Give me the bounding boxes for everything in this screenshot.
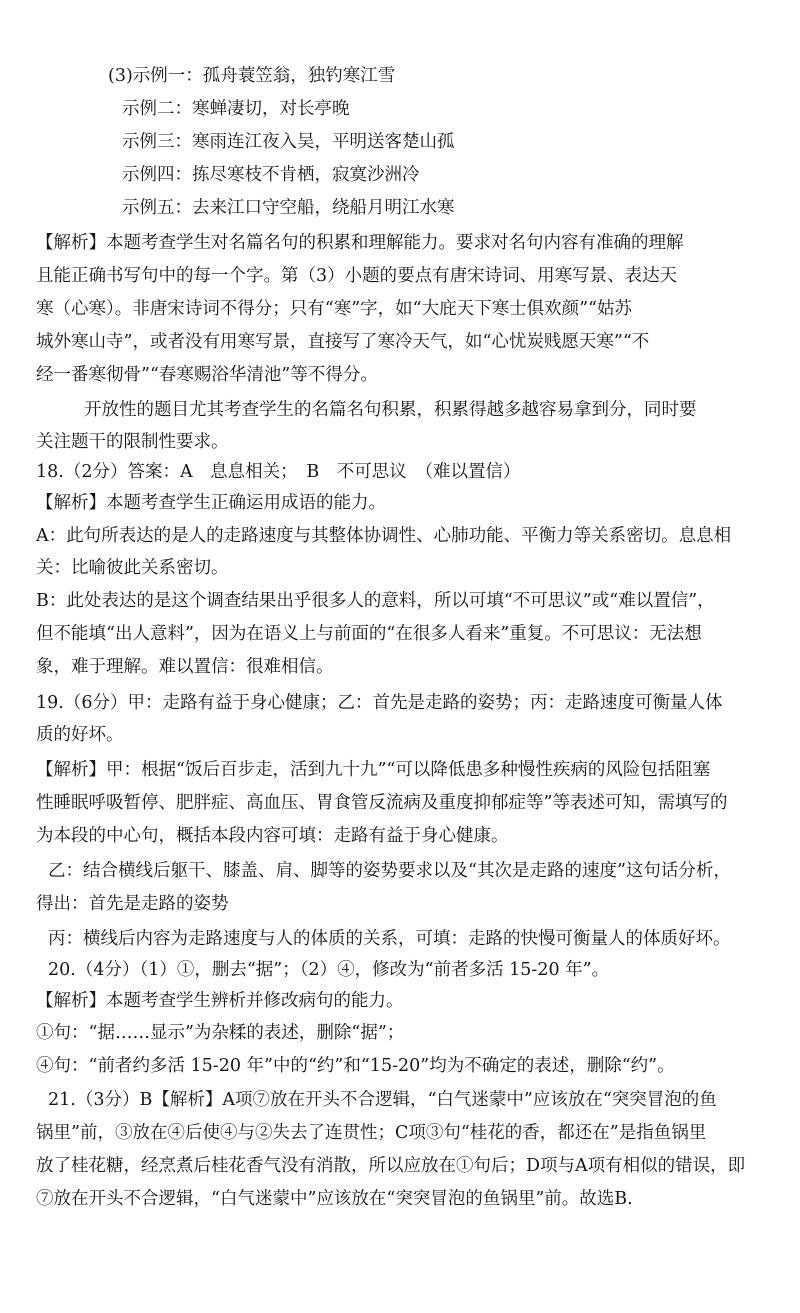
analysis-paragraph-line: 且能正确书写句中的每一个字。第（3）小题的要点有唐宋诗词、用寒写景、表达天 (36, 266, 678, 286)
q19-analysis-line: 性睡眠呼吸暂停、肥胖症、高血压、胃食管反流病及重度抑郁症等”等表述可知，需填写的 (36, 793, 728, 813)
example-line-5: 示例五：去来江口守空船，绕船月明江水寒 (122, 198, 455, 218)
q19-analysis-line: 为本段的中心句，概括本段内容可填：走路有益于身心健康。 (36, 826, 509, 846)
example-line-4: 示例四：拣尽寒枝不肯栖，寂寞沙洲冷 (122, 165, 420, 185)
analysis-paragraph-line: 经一番寒彻骨”“春寒赐浴华清池”等不得分。 (36, 365, 378, 385)
analysis-paragraph-line: 【解析】本题考查学生对名篇名句的积累和理解能力。要求对名句内容有准确的理解 (36, 233, 684, 253)
open-question-paragraph-line: 关注题干的限制性要求。 (36, 432, 229, 452)
example-line-2: 示例二：寒蝉凄切，对长亭晚 (122, 99, 350, 119)
q18-answer: 18.（2分）答案：A 息息相关； B 不可思议 （难以置信） (36, 462, 521, 482)
q21-line: ⑦放在开头不合逻辑，“白气迷蒙中”应该放在“突突冒泡的鱼锅里”前。故选B. (36, 1189, 633, 1209)
q20-sentence-1: ①句：“据……显示”为杂糅的表述，删除“据”； (36, 1023, 405, 1043)
q21-line: 放了桂花糖，经烹煮后桂花香气没有消散，所以应放在①句后；D项与A项有相似的错误，即 (36, 1156, 746, 1176)
q18-item-b-line: 象，难于理解。难以置信：很难相信。 (36, 657, 334, 677)
q18-analysis: 【解析】本题考查学生正确运用成语的能力。 (36, 493, 386, 513)
q19-part-b-line: 乙：结合横线后躯干、膝盖、肩、脚等的姿势要求以及“其次是走路的速度”这句话分析， (48, 861, 731, 881)
q18-item-a-line: A：此句所表达的是人的走路速度与其整体协调性、心肺功能、平衡力等关系密切。息息相 (36, 526, 732, 546)
analysis-paragraph-line: 城外寒山寺”，或者没有用寒写景，直接写了寒冷天气，如“心忧炭贱愿天寒”“不 (36, 332, 650, 352)
q18-item-b-line: B：此处表达的是这个调查结果出乎很多人的意料，所以可填“不可思议”或“难以置信”， (36, 591, 715, 611)
q19-part-b-line: 得出：首先是走路的姿势 (36, 894, 229, 914)
q20-sentence-4: ④句：“前者约多活 15-20 年”中的“约”和“15-20”均为不确定的表述，删除“约”。 (36, 1056, 675, 1076)
analysis-paragraph-line: 寒（心寒）。非唐宋诗词不得分；只有“寒”字，如“大庇天下寒士俱欢颜”“姑苏 (36, 299, 632, 319)
q19-analysis-line: 【解析】甲：根据“饭后百步走，活到九十九”“可以降低患多种慢性疾病的风险包括阻塞 (36, 760, 711, 780)
q18-item-b-line: 但不能填“出人意料”，因为在语义上与前面的“在很多人看来”重复。不可思议：无法想 (36, 624, 702, 644)
example-line-1: (3)示例一：孤舟蓑笠翁，独钓寒江雪 (108, 66, 396, 86)
q21-line: 21.（3分）B【解析】A项⑦放在开头不合逻辑，“白气迷蒙中”应该放在“突突冒泡的鱼 (48, 1090, 717, 1110)
q20-analysis: 【解析】本题考查学生辨析并修改病句的能力。 (36, 991, 404, 1011)
q19-answer-line: 19.（6分）甲：走路有益于身心健康；乙：首先是走路的姿势；丙：走路速度可衡量人体 (36, 693, 723, 713)
open-question-paragraph-line: 开放性的题目尤其考查学生的名篇名句积累，积累得越多越容易拿到分，同时要 (84, 400, 697, 420)
q19-answer-line: 质的好坏。 (36, 725, 124, 745)
q20-answer: 20.（4分）（1）①，删去“据”；（2）④，修改为“前者多活 15-20 年”。 (48, 960, 610, 980)
q18-item-a-line: 关：比喻彼此关系密切。 (36, 558, 229, 578)
q21-line: 锅里”前，③放在④后使④与②失去了连贯性；C项③句“桂花的香，都还在”是指鱼锅里 (36, 1123, 707, 1143)
q19-part-c-line: 丙：横线后内容为走路速度与人的体质的关系，可填：走路的快慢可衡量人的体质好坏。 (48, 929, 731, 949)
example-line-3: 示例三：寒雨连江夜入吴，平明送客楚山孤 (122, 132, 455, 152)
